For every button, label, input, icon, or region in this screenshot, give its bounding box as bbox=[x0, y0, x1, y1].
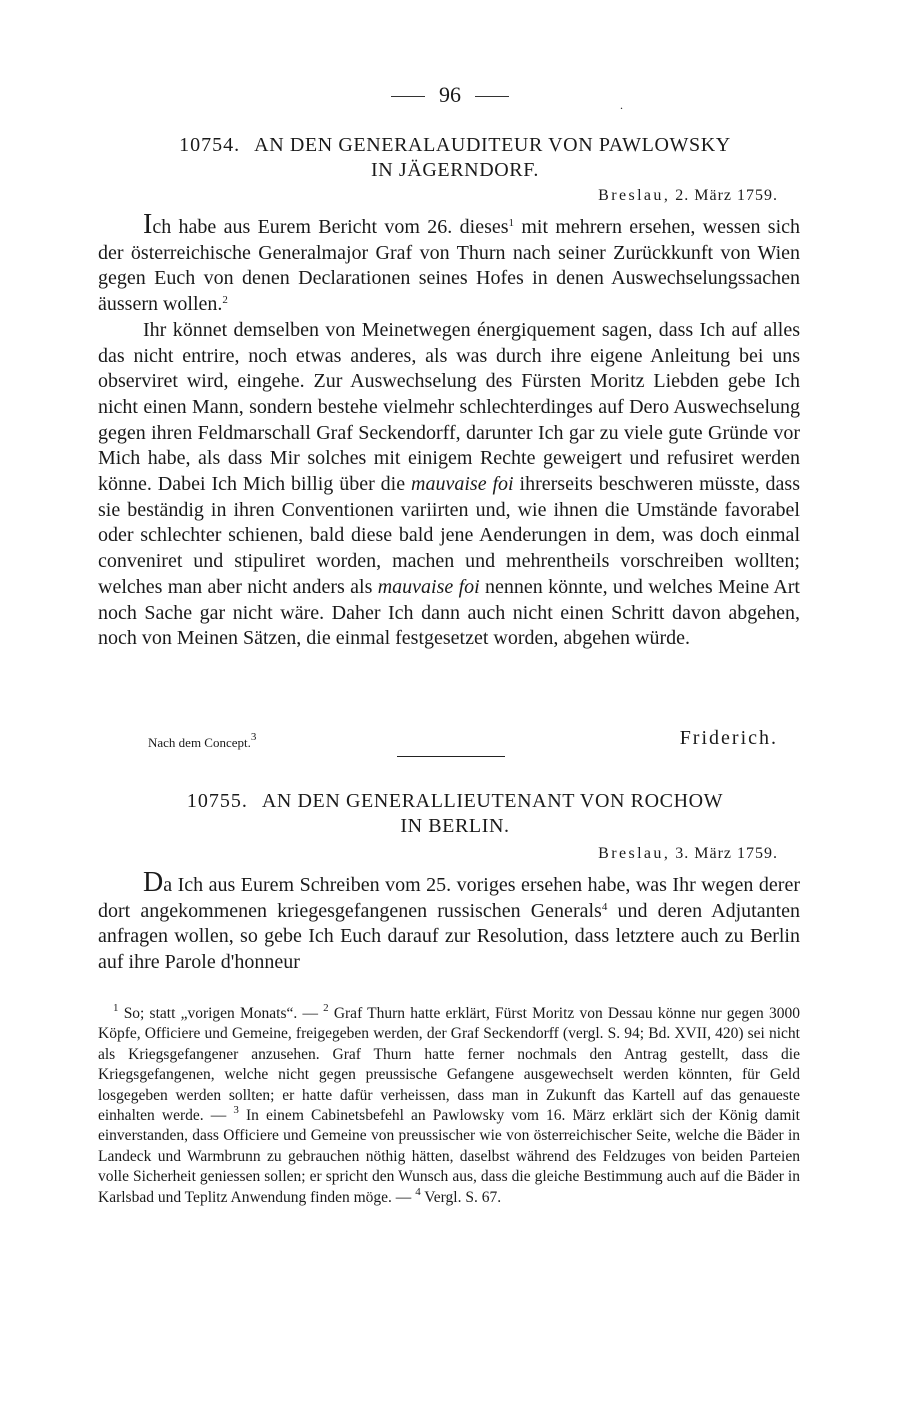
dropcap: D bbox=[143, 867, 164, 898]
dropcap: I bbox=[143, 209, 153, 240]
recipient: AN DEN GENERALAUDITEUR VON PAWLOWSKY bbox=[254, 134, 731, 156]
letter-heading-10755 bbox=[120, 789, 790, 839]
footnotes bbox=[98, 1004, 800, 1208]
heading-line-2: IN BERLIN. bbox=[400, 815, 510, 837]
letter-number: 10755. bbox=[186, 790, 248, 812]
footnote-mark: 3 bbox=[233, 1104, 239, 1117]
dateline-10755 bbox=[598, 845, 778, 863]
footnote-mark: 4 bbox=[415, 1185, 421, 1198]
paragraph: Ich habe aus Eurem Bericht vom 26. dieses$^1$ mit mehrern ersehen, wessen sich der österreichische Generalmajor Graf von Thurn nach seiner Zurückkunft von Wien gegen Euch von denen Declarationen seines Hofes in denen Auswechselungssachen äussern wollen.$^2$ bbox=[98, 209, 800, 316]
dateline-place: Breslau, bbox=[598, 187, 671, 204]
footnote-mark: 2 bbox=[323, 1002, 329, 1014]
header-dash-right bbox=[475, 96, 509, 97]
page-number: 96 bbox=[439, 82, 461, 107]
letter-body-10755 bbox=[98, 867, 801, 976]
source-note: Nach dem Concept.$^3$ bbox=[148, 731, 257, 750]
footnote-ref: 4 bbox=[601, 900, 608, 913]
heading-line-2: IN JÄGERNDORF. bbox=[371, 159, 539, 181]
footnote-ref: 2 bbox=[222, 294, 228, 307]
paragraph: Da Ich aus Eurem Schreiben vom 25. voriges ersehen habe, was Ihr wegen derer dort angekommenen kriegesgefangenen russischen Generals$^4$ und deren Adjutanten anfragen wollen, so gebe Ich Euch darauf zur Resolution, dass letztere auch zu Berlin auf ihre Parole d'honneur bbox=[98, 867, 801, 974]
letter-heading-10754 bbox=[120, 133, 790, 183]
italic-phrase: mauvaise foi bbox=[377, 575, 480, 598]
heading-line-1 bbox=[120, 133, 790, 158]
footnote-ref: 3 bbox=[250, 731, 257, 743]
footnote-ref: 1 bbox=[508, 217, 515, 229]
letter-body-10754 bbox=[98, 209, 800, 652]
header-dash-left bbox=[391, 96, 425, 97]
footnote-text: So; statt „vorigen Monats“. — bbox=[118, 1005, 324, 1022]
stray-mark: . bbox=[620, 98, 623, 112]
dateline-date: 3. März 1759. bbox=[675, 845, 778, 862]
dateline-place: Breslau, bbox=[598, 845, 671, 862]
section-divider bbox=[397, 756, 505, 757]
footnote-mark: 1 bbox=[113, 1002, 119, 1014]
dateline-date: 2. März 1759. bbox=[675, 187, 778, 204]
italic-phrase: mauvaise foi bbox=[411, 473, 514, 496]
footnote-text: Graf Thurn hatte erklärt, Fürst Moritz von Dessau könne nur gegen 3000 Köpfe, Officiere und Gemeine, freigegeben werden, der Graf Seckendorff (vergl. S. 94; Bd. XVII, 420) sei nicht als Kriegsgefangener anzusehen. Graf Thurn hatte ferner nochmals den Antrag gestellt, dass die Kriegsgefangenen, welche nicht gegen preussische Gefangene ausgewechselt werden könnten, für Geld losgegeben werden sollten; er hatte dafür verheissen, dass man in Zukunft das Kartell auf das genaueste einhalten werde. — bbox=[98, 1005, 800, 1125]
heading-line-1 bbox=[120, 789, 790, 814]
footnote-block bbox=[98, 1004, 800, 1208]
recipient: AN DEN GENERALLIEUTENANT VON ROCHOW bbox=[261, 790, 724, 812]
letter-number: 10754. bbox=[179, 134, 241, 156]
footnote-text: Vergl. S. 67. bbox=[420, 1188, 502, 1206]
footnote-text: In einem Cabinetsbefehl an Pawlowsky vom 16. März erklärt sich der König damit einverstanden, dass Officiere und Gemeine von preussischer wie von österreichischer Seite, welche die Bäder in Landeck und Warmbrunn zu gebrauchen nöthig hätten, daselbst während des Feldzuges von beiden Parteien volle Sicherheit geniessen sollen; er spricht den Wunsch aus, dass die gleiche Bestimmung auch auf die Bäder in Karlsbad und Teplitz Anwendung finden möge. — bbox=[98, 1107, 800, 1206]
page-header bbox=[0, 82, 900, 108]
dateline-10754 bbox=[598, 187, 778, 205]
signature: Friderich. bbox=[679, 727, 778, 749]
paragraph: Ihr könnet demselben von Meinetwegen énergiquement sagen, dass Ich auf alles das nicht entrire, noch etwas anderes, als was durch ihre eigene Anleitung bei uns observiret wird, eingehe. Zur Auswechselung des Fürsten Moritz Liebden gebe Ich nicht einen Mann, sondern bestehe vielmehr schlechterdinges auf Dero Auswechselung gegen ihren Feldmarschall Graf Seckendorff, darunter Ich gar zu viele gute Gründe vor Mich habe, als dass Mir solches mit einigem Rechte geweigert und refusiret werden könne. Dabei Ich Mich billig über die mauvaise foi ihrerseits beschweren müsste, dass sie beständig in ihren Conventionen variirten und, wie ihnen die Umstände favorabel oder schlechter schienen, bald diese bald jene Aenderungen in dem, was doch einmal conveniret und stipuliret worden, machen und mehrentheils vorschreiben wollten; welches man aber nicht anders als mauvaise foi nennen könnte, und welches Meine Art noch Sache gar nicht wäre. Daher Ich dann auch nicht einen Schritt davon abgehen, noch von Meinen Sätzen, die einmal festgesetzet worden, abgehen würde. bbox=[98, 318, 800, 650]
